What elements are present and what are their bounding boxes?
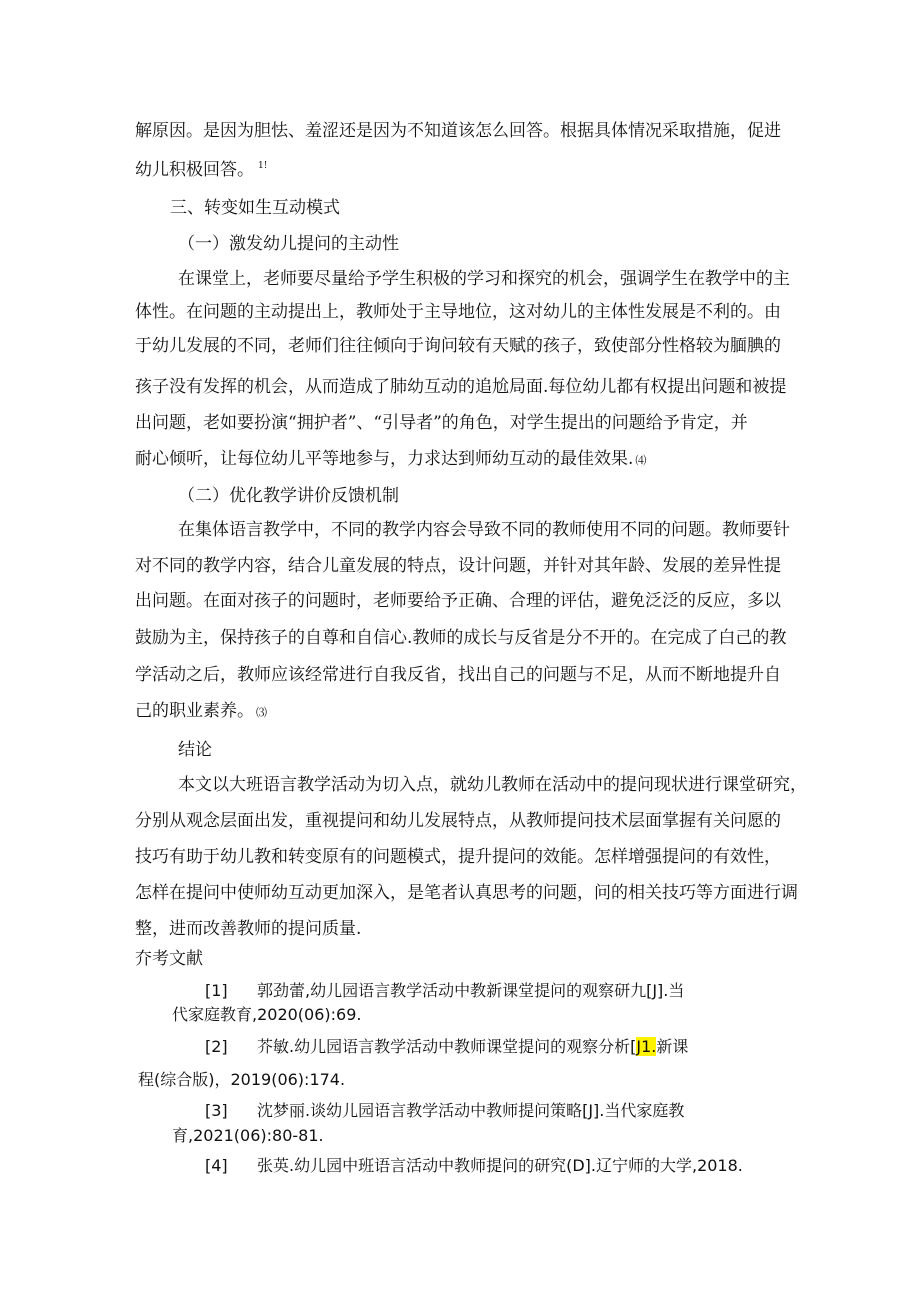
reference-text: 芥敏.幼儿园语言教学活动中教师课堂提问的观察分析[ xyxy=(257,1037,637,1056)
paragraph-line: 本文以大班语言教学活动为切入点，就幼儿教师在活动中的提问现状进行课堂研究， xyxy=(178,775,807,795)
paragraph-line: 出问题，老如要扮演“拥护者”、“引导者”的角色，对学生提出的问题给予肯定，并 xyxy=(135,413,748,433)
paragraph-line-text: 己的职业素养。 xyxy=(135,701,254,721)
reference-number: [2] xyxy=(205,1037,228,1056)
reference-text: 张英.幼儿园中班语言活动中教师提问的研究(D].辽宁师的大学,2018. xyxy=(257,1156,743,1175)
intro-line-2 xyxy=(135,155,267,181)
paragraph-line: 整，进而改善教师的提问质量. xyxy=(135,919,362,939)
reference-text: 郭劲蕾,幼儿园语言教学活动中教新课堂提问的观察研九[J].当 xyxy=(257,981,685,1000)
reference-item xyxy=(205,1036,688,1058)
reference-item xyxy=(205,980,684,1002)
highlighted-text: J1. xyxy=(636,1037,657,1056)
paragraph-line: 鼓励为主，保持孩子的自尊和自信心.教师的成长与反省是分不开的。在完成了白己的教 xyxy=(135,628,787,648)
reference-number: [3] xyxy=(205,1101,228,1120)
reference-item xyxy=(205,1100,684,1122)
citation-marker: ⑷ xyxy=(635,454,647,467)
paragraph-line: 孩子没有发挥的机会，从而造成了肺幼互动的追尬局面.每位幼儿都有权提出问题和被提 xyxy=(135,377,787,397)
paragraph-line: 学活动之后，教师应该经常进行自我反省，找出自己的问题与不足，从而不断地提升自 xyxy=(135,665,781,685)
paragraph-line: 对不同的教学内容，结合儿童发展的特点，设计问题，并针对其年龄、发展的差异性提 xyxy=(135,556,781,576)
reference-text: 沈梦丽.谈幼儿园语言教学活动中教师提问策略[J].当代家庭教 xyxy=(257,1101,685,1120)
section-heading: 三、转变如生互动模式 xyxy=(170,198,340,218)
reference-continuation: 代家庭教育,2020(06):69. xyxy=(172,1005,362,1024)
paragraph-line xyxy=(135,700,267,724)
subsection-1-heading: （一）激发幼儿提问的主动性 xyxy=(178,234,399,254)
paragraph-line: 分别从观念层面出发，重视提问和幼儿发展特点，从教师提问技术层面掌握有关问愿的 xyxy=(135,811,781,831)
paragraph-line-text: 耐心倾听，让每位幼儿平等地参与，力求达到师幼互动的最佳效果. xyxy=(135,449,634,469)
paragraph-line: 体性。在问题的主动提出上，教师处于主导地位，这对幼儿的主体性发展是不利的。由 xyxy=(135,302,781,322)
references-heading: 夰考文献 xyxy=(135,949,203,969)
reference-text-tail: 新课 xyxy=(656,1037,689,1056)
paragraph-line: 技巧有助于幼儿教和转变原有的问题模式，提升提问的效能。怎样增强提问的有效性， xyxy=(135,847,781,867)
paragraph-line: 在集体语言教学中，不同的教学内容会导致不同的教师使用不同的问题。教师要针 xyxy=(178,520,790,540)
paragraph-line: 在课堂上，老师要尽量给予学生积极的学习和探究的机会，强调学生在教学中的主 xyxy=(178,269,790,289)
reference-number: [1] xyxy=(205,981,228,1000)
footnote-marker: 1! xyxy=(258,161,268,171)
intro-line-2-text: 幼儿积极回答。 xyxy=(135,160,254,180)
paragraph-line: 出问题。在面对孩子的问题时，老师要给予正确、合理的评估，避免泛泛的反应，多以 xyxy=(135,591,781,611)
reference-number: [4] xyxy=(205,1156,228,1175)
reference-continuation: 程(综合版)，2019(06):174. xyxy=(138,1070,346,1089)
citation-marker: ⑶ xyxy=(256,706,267,719)
intro-line-1: 解原因。是因为胆怯、羞涩还是因为不知道该怎么回答。根据具体情况采取措施，促进 xyxy=(135,121,781,141)
paragraph-line: 怎样在提问中使师幼互动更加深入，是笔者认真思考的问题，问的相关技巧等方面进行调 xyxy=(135,883,798,903)
paragraph-line: 于幼儿发展的不同，老师们往往倾向于询问较有天赋的孩子，致使部分性格较为腼腆的 xyxy=(135,336,781,356)
reference-continuation: 育,2021(06):80-81. xyxy=(172,1126,324,1145)
conclusion-heading: 结论 xyxy=(178,740,212,760)
reference-item xyxy=(205,1155,743,1177)
subsection-2-heading: （二）优化教学讲价反馈机制 xyxy=(178,486,399,506)
paragraph-line xyxy=(135,448,646,472)
